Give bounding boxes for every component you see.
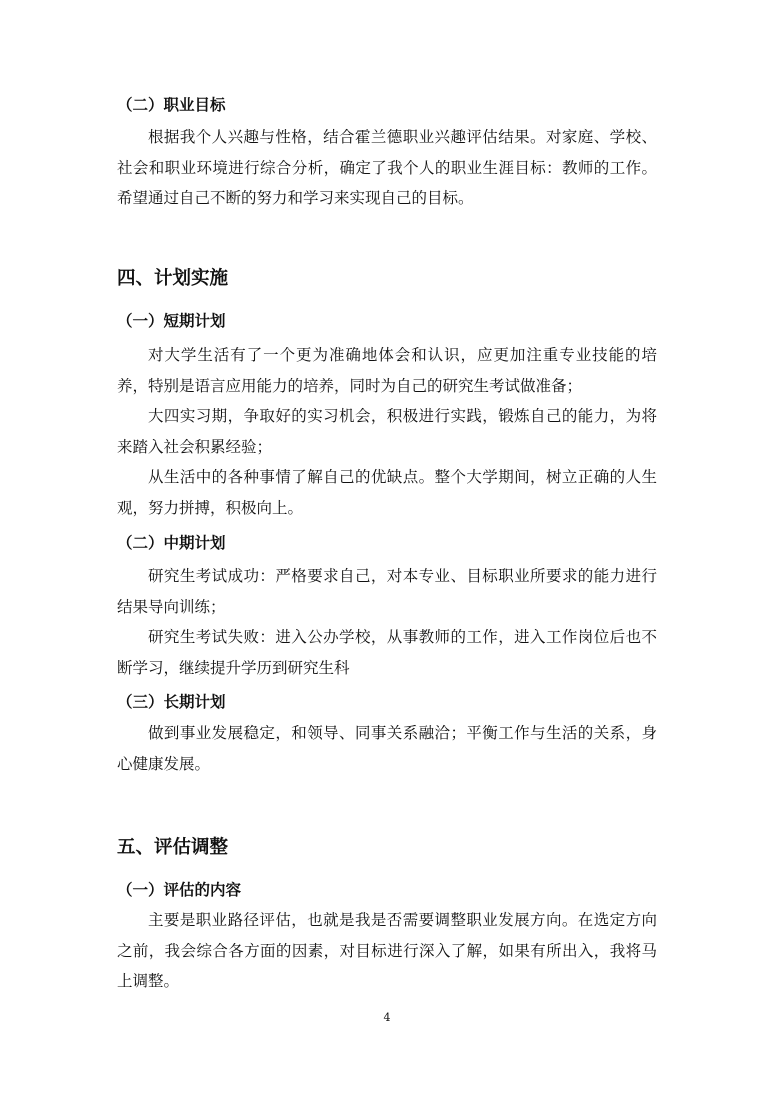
evaluation-content-paragraph-1: 主要是职业路径评估，也就是我是否需要调整职业发展方向。在选定方向之前，我会综合各方面的因素，对目标进行深入了解，如果有所出入，我将马上调整。 [117,911,657,990]
page-number: 4 [383,1011,391,1024]
mid-term-subheading: （二）中期计划 [117,533,226,552]
career-goal-subheading: （二）职业目标 [117,95,226,114]
short-term-paragraph-3: 从生活中的各种事情了解自己的优缺点。整个大学期间，树立正确的人生观，努力拼搏，积极向上。 [117,468,657,517]
long-term-subheading: （三）长期计划 [117,692,226,711]
short-term-subheading: （一）短期计划 [117,311,226,330]
career-goal-paragraph-1: 根据我个人兴趣与性格，结合霍兰德职业兴趣评估结果。对家庭、学校、社会和职业环境进行综合分析，确定了我个人的职业生涯目标：教师的工作。希望通过自己不断的努力和学习来实现自己的目标。 [117,128,657,207]
section-4-heading: 四、计划实施 [117,268,229,289]
short-term-paragraph-2: 大四实习期，争取好的实习机会，积极进行实践，锻炼自己的能力，为将来踏入社会积累经验； [117,407,657,456]
section-5-heading: 五、评估调整 [117,837,229,858]
long-term-paragraph-1: 做到事业发展稳定，和领导、同事关系融洽；平衡工作与生活的关系，身心健康发展。 [117,724,657,773]
mid-term-paragraph-2: 研究生考试失败：进入公办学校，从事教师的工作，进入工作岗位后也不断学习，继续提升学历到研究生科 [117,628,657,677]
mid-term-paragraph-1: 研究生考试成功：严格要求自己，对本专业、目标职业所要求的能力进行结果导向训练； [117,567,657,616]
short-term-paragraph-1: 对大学生活有了一个更为准确地体会和认识，应更加注重专业技能的培养，特别是语言应用能力的培养，同时为自己的研究生考试做准备； [117,346,657,395]
evaluation-content-subheading: （一）评估的内容 [117,880,242,899]
